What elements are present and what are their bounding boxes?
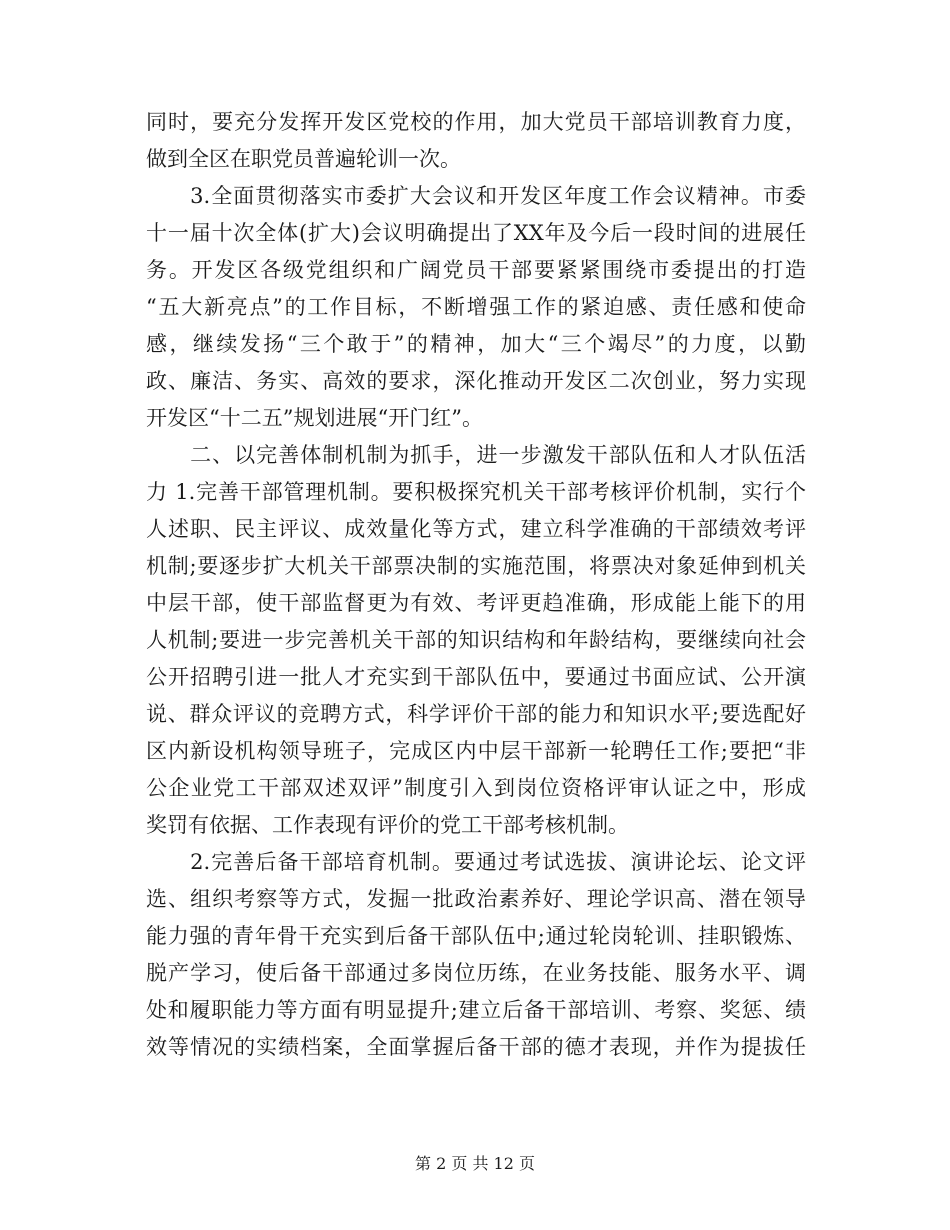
text-line: 十一届十次全体(扩大)会议明确提出了XX年及今后一段时间的进展任 [146, 221, 806, 245]
text-line: 2.完善后备干部培育机制。要通过考试选拔、演讲论坛、论文评 [146, 850, 806, 874]
text-line: 效等情况的实绩档案，全面掌握后备干部的德才表现，并作为提拔任 [146, 1035, 806, 1059]
text-line: 人机制;要进一步完善机关干部的知识结构和年龄结构，要继续向社会 [146, 628, 806, 652]
text-line: 中层干部，使干部监督更为有效、考评更趋准确，形成能上能下的用 [146, 591, 806, 615]
text-line: 公企业党工干部双述双评”制度引入到岗位资格评审认证之中，形成 [146, 776, 806, 800]
text-line: 3.全面贯彻落实市委扩大会议和开发区年度工作会议精神。市委 [146, 184, 806, 208]
text-line: 感，继续发扬“三个敢于”的精神，加大“三个竭尽”的力度，以勤 [146, 332, 806, 356]
text-line: 奖罚有依据、工作表现有评价的党工干部考核机制。 [146, 813, 629, 837]
text-line: 区内新设机构领导班子，完成区内中层干部新一轮聘任工作;要把“非 [146, 739, 806, 763]
text-line: 处和履职能力等方面有明显提升;建立后备干部培训、考察、奖惩、绩 [146, 998, 806, 1022]
text-line: 二、以完善体制机制为抓手，进一步激发干部队伍和人才队伍活 [146, 443, 806, 467]
text-line: 选、组织考察等方式，发掘一批政治素养好、理论学识高、潜在领导 [146, 887, 806, 911]
text-line: 脱产学习，使后备干部通过多岗位历练，在业务技能、服务水平、调 [146, 961, 806, 985]
page-footer: 第 2 页 共 12 页 [415, 1154, 535, 1173]
text-line: 务。开发区各级党组织和广阔党员干部要紧紧围绕市委提出的打造 [146, 258, 806, 282]
text-line: 力 1.完善干部管理机制。要积极探究机关干部考核评价机制，实行个 [146, 480, 806, 504]
text-line: 开发区“十二五”规划进展“开门红”。 [146, 406, 483, 430]
text-line: 能力强的青年骨干充实到后备干部队伍中;通过轮岗轮训、挂职锻炼、 [146, 924, 806, 948]
text-line: 政、廉洁、务实、高效的要求，深化推动开发区二次创业，努力实现 [146, 369, 806, 393]
body-text [146, 104, 806, 1066]
text-line: 说、群众评议的竞聘方式，科学评价干部的能力和知识水平;要选配好 [146, 702, 806, 726]
text-line: 公开招聘引进一批人才充实到干部队伍中，要通过书面应试、公开演 [146, 665, 806, 689]
text-line: 做到全区在职党员普遍轮训一次。 [146, 147, 461, 171]
text-line: 机制;要逐步扩大机关干部票决制的实施范围，将票决对象延伸到机关 [146, 554, 806, 578]
text-line: 同时，要充分发挥开发区党校的作用，加大党员干部培训教育力度， [146, 110, 806, 134]
text-line: “五大新亮点”的工作目标，不断增强工作的紧迫感、责任感和使命 [146, 295, 806, 319]
text-line: 人述职、民主评议、成效量化等方式，建立科学准确的干部绩效考评 [146, 517, 806, 541]
